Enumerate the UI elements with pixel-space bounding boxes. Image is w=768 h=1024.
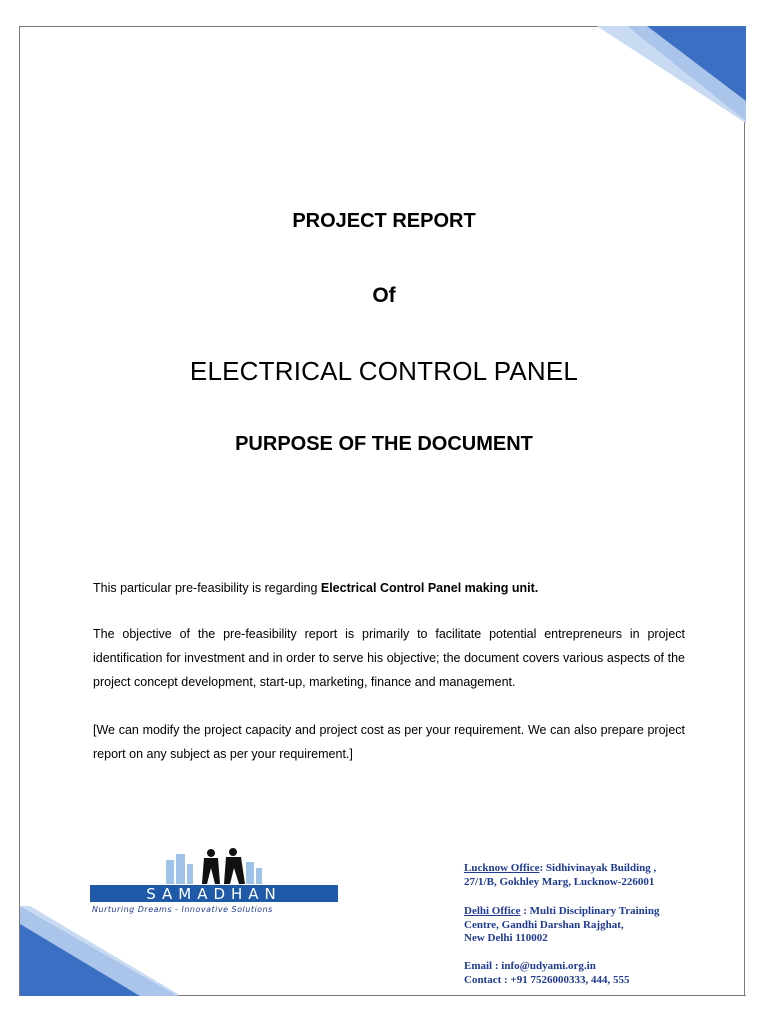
contact-phone: Contact : +91 7526000333, 444, 555 [464,973,630,986]
section-heading: PURPOSE OF THE DOCUMENT [235,433,533,455]
logo-wordmark: SAMADHAN [146,885,282,903]
lucknow-label: Lucknow Office [464,862,540,874]
intro-bold: Electrical Control Panel making unit. [320,581,539,595]
delhi-line2: Centre, Gandhi Darshan Rajghat, [464,918,624,931]
lucknow-line2: 27/1/B, Gokhley Marg, Lucknow-226001 [464,875,655,888]
report-title: PROJECT REPORT [292,210,476,232]
paragraph-note: [We can modify the project capacity and project cost as per your requirement. We can also prepare project report on any subject as per your requirement.] [93,723,685,761]
delhi-line3: New Delhi 110002 [464,932,548,944]
corner-decoration-bottom-left [20,906,178,996]
paragraph-objective: The objective of the pre-feasibility report is primarily to facilitate potential entrepreneurs in project identification for investment and in order to serve his objective; the document covers various aspects of the project concept development, start-up, marketing, finance and management. [93,627,685,689]
corner-decoration-top-right [597,26,746,123]
logo-tagline: Nurturing Dreams - Innovative Solutions [92,905,273,914]
report-of: Of [372,284,396,307]
lucknow-line1: : Sidhivinayak Building , [539,862,657,874]
samadhan-logo [90,846,338,916]
paragraph-intro [93,576,685,600]
contact-delhi [464,905,724,946]
contact-lucknow [464,862,724,889]
contact-info [464,960,724,987]
contact-email: Email : info@udyami.org.in [464,960,596,972]
delhi-line1: : Multi Disciplinary Training [520,905,660,917]
delhi-label: Delhi Office [464,905,521,917]
intro-text: This particular pre-feasibility is regarding [93,581,321,595]
bottom-border [177,995,746,996]
project-name: ELECTRICAL CONTROL PANEL [189,356,579,386]
